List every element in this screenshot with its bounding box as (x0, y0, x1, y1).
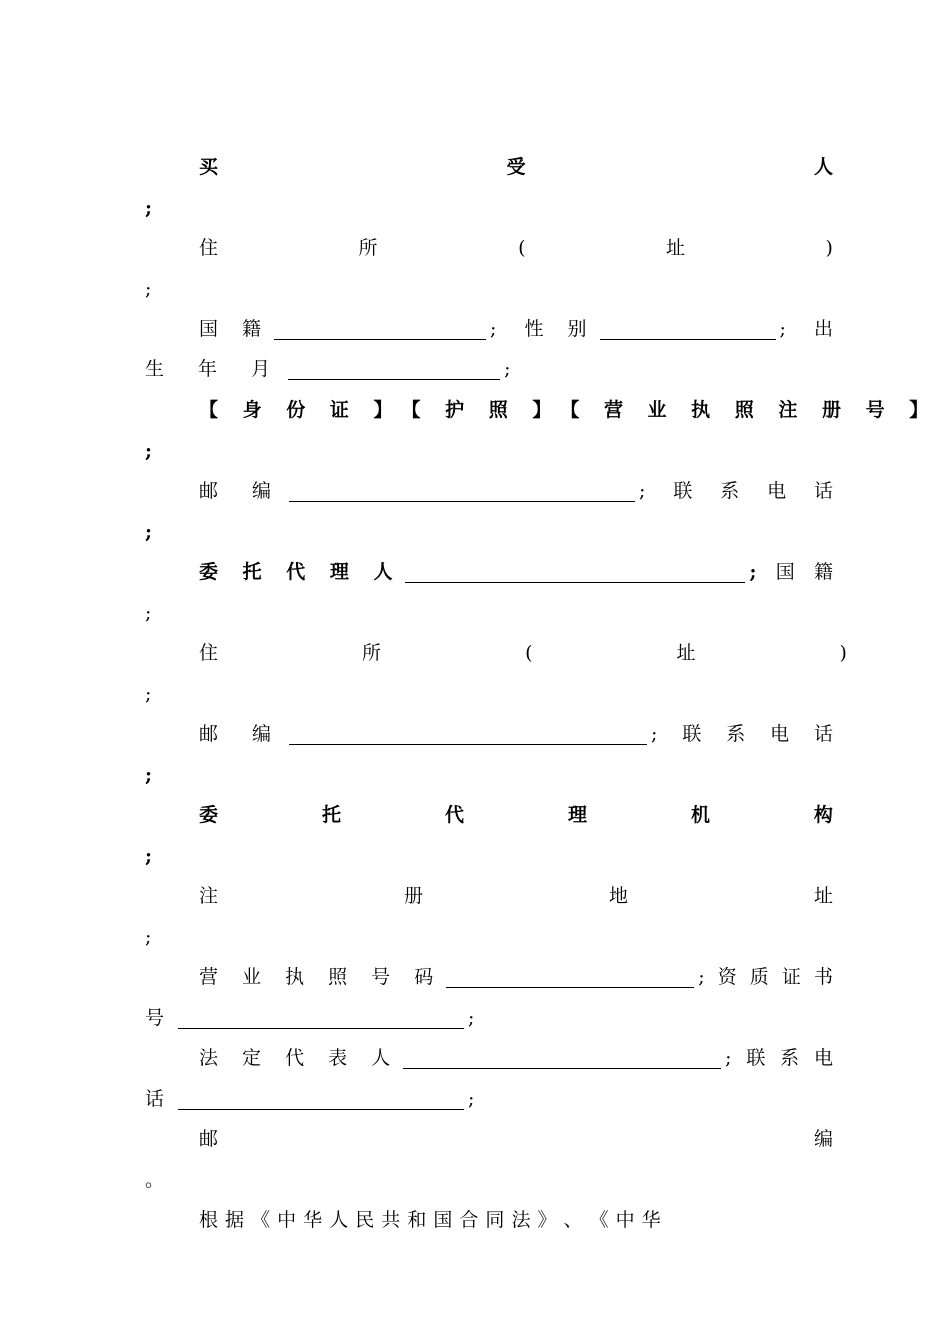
legal-phone-char: 电 (813, 1047, 833, 1069)
nationality-label: 国 籍 (199, 318, 271, 340)
address-char: 所 (358, 237, 378, 259)
legal-rep-blank[interactable] (403, 1048, 721, 1069)
phone-char: 联 (673, 480, 693, 502)
agency-postcode-line (145, 1124, 833, 1154)
agent-address-end: ; (145, 683, 152, 705)
agency-title-line (145, 800, 833, 830)
phone-char: 话 (813, 723, 833, 745)
separator: ; (468, 1007, 475, 1029)
phone-char: 系 (720, 480, 740, 502)
buyer-title-char: 买 (199, 156, 219, 178)
buyer-phone-end: ; (145, 521, 153, 543)
phone-char: 联 (682, 723, 702, 745)
legal-phone-blank[interactable] (178, 1089, 464, 1110)
license-label: 营 业 执 照 号 码 (199, 966, 443, 988)
address-char: 所 (362, 642, 382, 664)
agency-reg-address-line (145, 881, 833, 911)
buyer-title-char: 人 (813, 156, 833, 178)
address-char: ( (525, 642, 533, 664)
postcode-label: 邮 编 (199, 480, 286, 502)
agency-title-char: 构 (813, 804, 833, 826)
reg-address-char: 册 (403, 885, 423, 907)
agency-legal-phone-line (145, 1084, 833, 1114)
buyer-nationality-line (145, 314, 833, 344)
agency-title-char: 托 (321, 804, 341, 826)
address-char: ) (825, 237, 833, 259)
id-type-option: 【 营 业 执 照 注 册 号 】 (560, 399, 938, 421)
cert-char: 质 (749, 966, 769, 988)
reg-address-char: 址 (813, 885, 833, 907)
phone-char: 电 (770, 723, 790, 745)
cert-char: 证 (781, 966, 801, 988)
agent-nationality-end: ; (145, 602, 152, 624)
cert-char: 书 (813, 966, 833, 988)
agency-legal-rep-line (145, 1043, 833, 1073)
buyer-address-line (145, 233, 833, 263)
postcode-char: 编 (813, 1128, 833, 1150)
license-blank[interactable] (446, 967, 694, 988)
separator: ; (490, 318, 497, 340)
agency-title-char: 代 (444, 804, 464, 826)
buyer-birth-line (145, 354, 833, 384)
agency-title-char: 机 (690, 804, 710, 826)
postcode-label: 邮 编 (199, 723, 286, 745)
legal-phone-char: 联 (746, 1047, 766, 1069)
buyer-address-end: ; (145, 278, 152, 300)
gender-label: 性 别 (524, 318, 596, 340)
basis-paragraph: 根 据 《 中 华 人 民 共 和 国 合 同 法 》 、 《 中 华 (199, 1209, 662, 1231)
birth-label-start: 出 (813, 318, 833, 340)
reg-address-char: 地 (608, 885, 628, 907)
agent-phone-end: ; (145, 764, 153, 786)
address-char: 址 (676, 642, 696, 664)
reg-address-char: 注 (199, 885, 219, 907)
id-type-option: 【 护 照 】 (401, 399, 561, 421)
buyer-id-types-line (145, 395, 938, 425)
id-type-option: 【 身 份 证 】 (199, 399, 402, 421)
separator: ; (504, 358, 511, 380)
agent-title-line (145, 557, 833, 587)
legal-phone-char: 系 (780, 1047, 800, 1069)
address-char: 址 (666, 237, 686, 259)
legal-phone-label: 话 (145, 1088, 165, 1110)
separator: ; (639, 480, 646, 502)
nationality-char: 籍 (813, 561, 833, 583)
agency-title-char: 理 (567, 804, 587, 826)
buyer-title-char: 受 (506, 156, 526, 178)
agent-address-line (145, 638, 847, 668)
birth-label: 生 年 月 (145, 358, 285, 380)
buyer-id-end: ; (145, 440, 153, 462)
postcode-blank[interactable] (289, 481, 635, 502)
address-char: ( (518, 237, 526, 259)
nationality-char: 国 (775, 561, 795, 583)
agent-postcode-line (145, 719, 833, 749)
phone-char: 系 (726, 723, 746, 745)
nationality-blank[interactable] (274, 319, 486, 340)
agent-name-blank[interactable] (405, 562, 745, 583)
address-char: 住 (199, 642, 219, 664)
agency-license-line (145, 962, 833, 992)
separator: ; (779, 318, 786, 340)
separator: ; (749, 561, 757, 583)
address-char: 住 (199, 237, 219, 259)
separator: ; (698, 966, 705, 988)
cert-label: 号 (145, 1007, 165, 1029)
separator: ; (468, 1088, 475, 1110)
agency-title-end: ; (145, 845, 153, 867)
phone-char: 话 (813, 480, 833, 502)
legal-rep-label: 法 定 代 表 人 (199, 1047, 400, 1069)
gender-blank[interactable] (600, 319, 776, 340)
separator: ; (725, 1047, 732, 1069)
agent-title: 委 托 代 理 人 (199, 561, 402, 583)
postcode-char: 邮 (199, 1128, 219, 1150)
address-char: ) (839, 642, 847, 664)
buyer-title-end: ; (145, 197, 153, 219)
cert-blank[interactable] (178, 1008, 464, 1029)
agency-postcode-end: 。 (145, 1169, 165, 1191)
agency-cert-line (145, 1003, 833, 1033)
postcode-blank[interactable] (289, 724, 647, 745)
phone-char: 电 (767, 480, 787, 502)
agency-reg-address-end: ; (145, 926, 152, 948)
buyer-postcode-line (145, 476, 833, 506)
separator: ; (651, 723, 658, 745)
agency-title-char: 委 (199, 804, 219, 826)
buyer-title-line (145, 152, 833, 182)
cert-char: 资 (717, 966, 737, 988)
birth-blank[interactable] (288, 359, 500, 380)
